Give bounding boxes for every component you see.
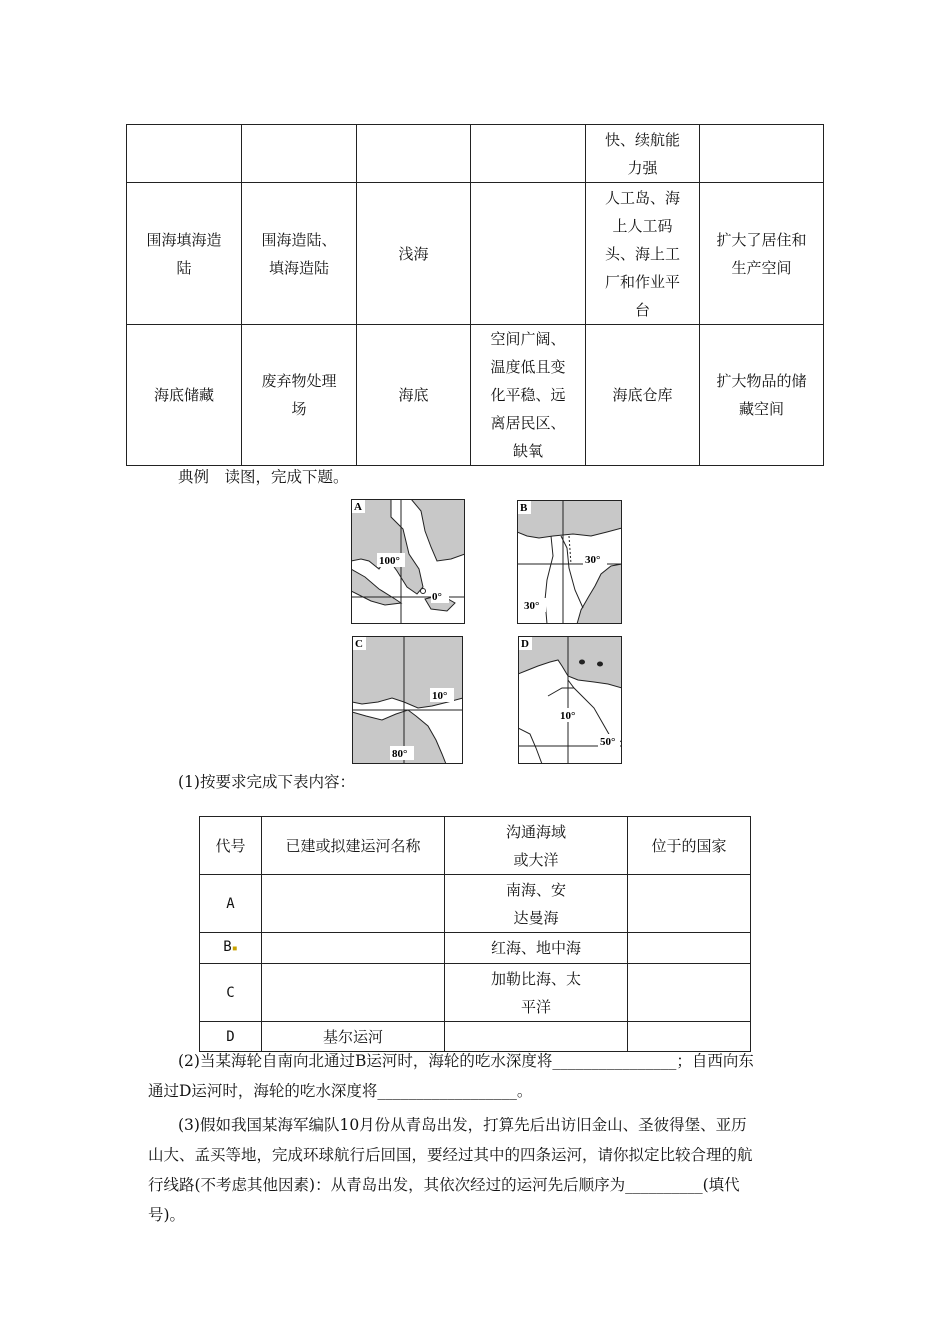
table-row	[127, 183, 824, 325]
question-3-line-1: (3)假如我国某海军编队10月份从青岛出发，打算先后出访旧金山、圣彼得堡、亚历	[178, 1116, 747, 1134]
map-d-land-north	[518, 636, 622, 688]
cell: 围海造陆、填海造陆	[242, 183, 357, 325]
cell	[700, 125, 824, 183]
map-c-label: C	[355, 638, 363, 650]
cell	[628, 933, 751, 964]
cell	[262, 964, 445, 1022]
code-text: B	[223, 939, 232, 955]
map-b-gulf	[561, 536, 583, 608]
cell: 空间广阔、温度低且变化平稳、远离居民区、缺氧	[471, 325, 586, 466]
table-row	[127, 325, 824, 466]
question-1: (1)按要求完成下表内容：	[178, 773, 355, 791]
code-cell: C	[200, 964, 262, 1022]
map-d-lon-label: 10°	[560, 710, 576, 722]
cell	[357, 125, 471, 183]
example-intro: 典例 读图，完成下题。	[178, 468, 349, 486]
cell: 围海填海造陆	[127, 183, 242, 325]
map-b-lon-label: 30°	[524, 600, 540, 612]
cell: 浅海	[357, 183, 471, 325]
map-b-river	[545, 536, 553, 624]
code-cell	[200, 933, 262, 964]
cell: 海底仓库	[586, 325, 700, 466]
map-d-border	[548, 688, 574, 696]
cell: 快、续航能力强	[586, 125, 700, 183]
header-cell: 已建或拟建运河名称	[262, 817, 445, 875]
cell	[628, 964, 751, 1022]
code-cell: A	[200, 875, 262, 933]
map-a-lat-label: 0°	[432, 591, 442, 603]
mark-dot: ▪	[231, 943, 238, 954]
cell: 扩大物品的储藏空间	[700, 325, 824, 466]
question-3-line-2: 山大、孟买等地，完成环球航行后回国，要经过其中的四条运河，请你拟定比较合理的航	[148, 1146, 753, 1164]
map-a-land-east	[411, 499, 465, 561]
map-d-label: D	[521, 638, 529, 650]
map-b-land-east	[577, 564, 622, 624]
map-c-lat-label: 10°	[432, 690, 448, 702]
map-b-land-north	[517, 500, 622, 538]
cell	[262, 933, 445, 964]
cell	[242, 125, 357, 183]
map-d-island-1	[579, 660, 585, 665]
table-row	[200, 875, 751, 933]
cell: 海底储藏	[127, 325, 242, 466]
table-sea-space-use	[126, 124, 824, 466]
map-a-land-south	[351, 569, 401, 605]
question-2-line-1: (2)当某海轮自南向北通过B运河时，海轮的吃水深度将________________；自西向东	[178, 1052, 754, 1070]
cell	[628, 875, 751, 933]
map-b-canal	[569, 536, 571, 564]
cell: 扩大了居住和生产空间	[700, 183, 824, 325]
cell	[127, 125, 242, 183]
cell: 海底	[357, 325, 471, 466]
code-cell: D	[200, 1022, 262, 1052]
cell: 加勒比海、太平洋	[445, 964, 628, 1022]
cell: 人工岛、海上人工码头、海上工厂和作业平台	[586, 183, 700, 325]
table-row	[127, 125, 824, 183]
map-b-lat-label: 30°	[585, 554, 601, 566]
table-row	[200, 964, 751, 1022]
question-3-line-4: 号)。	[148, 1206, 186, 1224]
table-row	[200, 933, 751, 964]
cell: 南海、安达曼海	[445, 875, 628, 933]
map-c	[352, 636, 463, 764]
map-b	[517, 500, 622, 624]
cell	[471, 183, 586, 325]
cell	[471, 125, 586, 183]
header-cell: 位于的国家	[628, 817, 751, 875]
map-a	[351, 499, 465, 624]
map-c-lon-label: 80°	[392, 748, 408, 760]
map-d-island-2	[597, 662, 603, 667]
header-cell: 代号	[200, 817, 262, 875]
header-cell: 沟通海域或大洋	[445, 817, 628, 875]
map-a-label: A	[354, 501, 362, 513]
cell	[262, 875, 445, 933]
map-a-canal-marker	[421, 589, 426, 594]
map-d-lat-label: 50°	[600, 736, 616, 748]
table-canals	[199, 816, 751, 1052]
map-b-label: B	[520, 502, 528, 514]
question-2-line-2: 通过D运河时，海轮的吃水深度将__________________。	[148, 1082, 533, 1100]
cell: 基尔运河	[262, 1022, 445, 1052]
map-a-lon-label: 100°	[379, 555, 400, 567]
cell: 红海、地中海	[445, 933, 628, 964]
cell: 废弃物处理场	[242, 325, 357, 466]
table-header-row	[200, 817, 751, 875]
map-d	[518, 636, 622, 764]
question-3-line-3: 行线路(不考虑其他因素)：从青岛出发，其依次经过的运河先后顺序为__________(填代	[148, 1176, 740, 1194]
